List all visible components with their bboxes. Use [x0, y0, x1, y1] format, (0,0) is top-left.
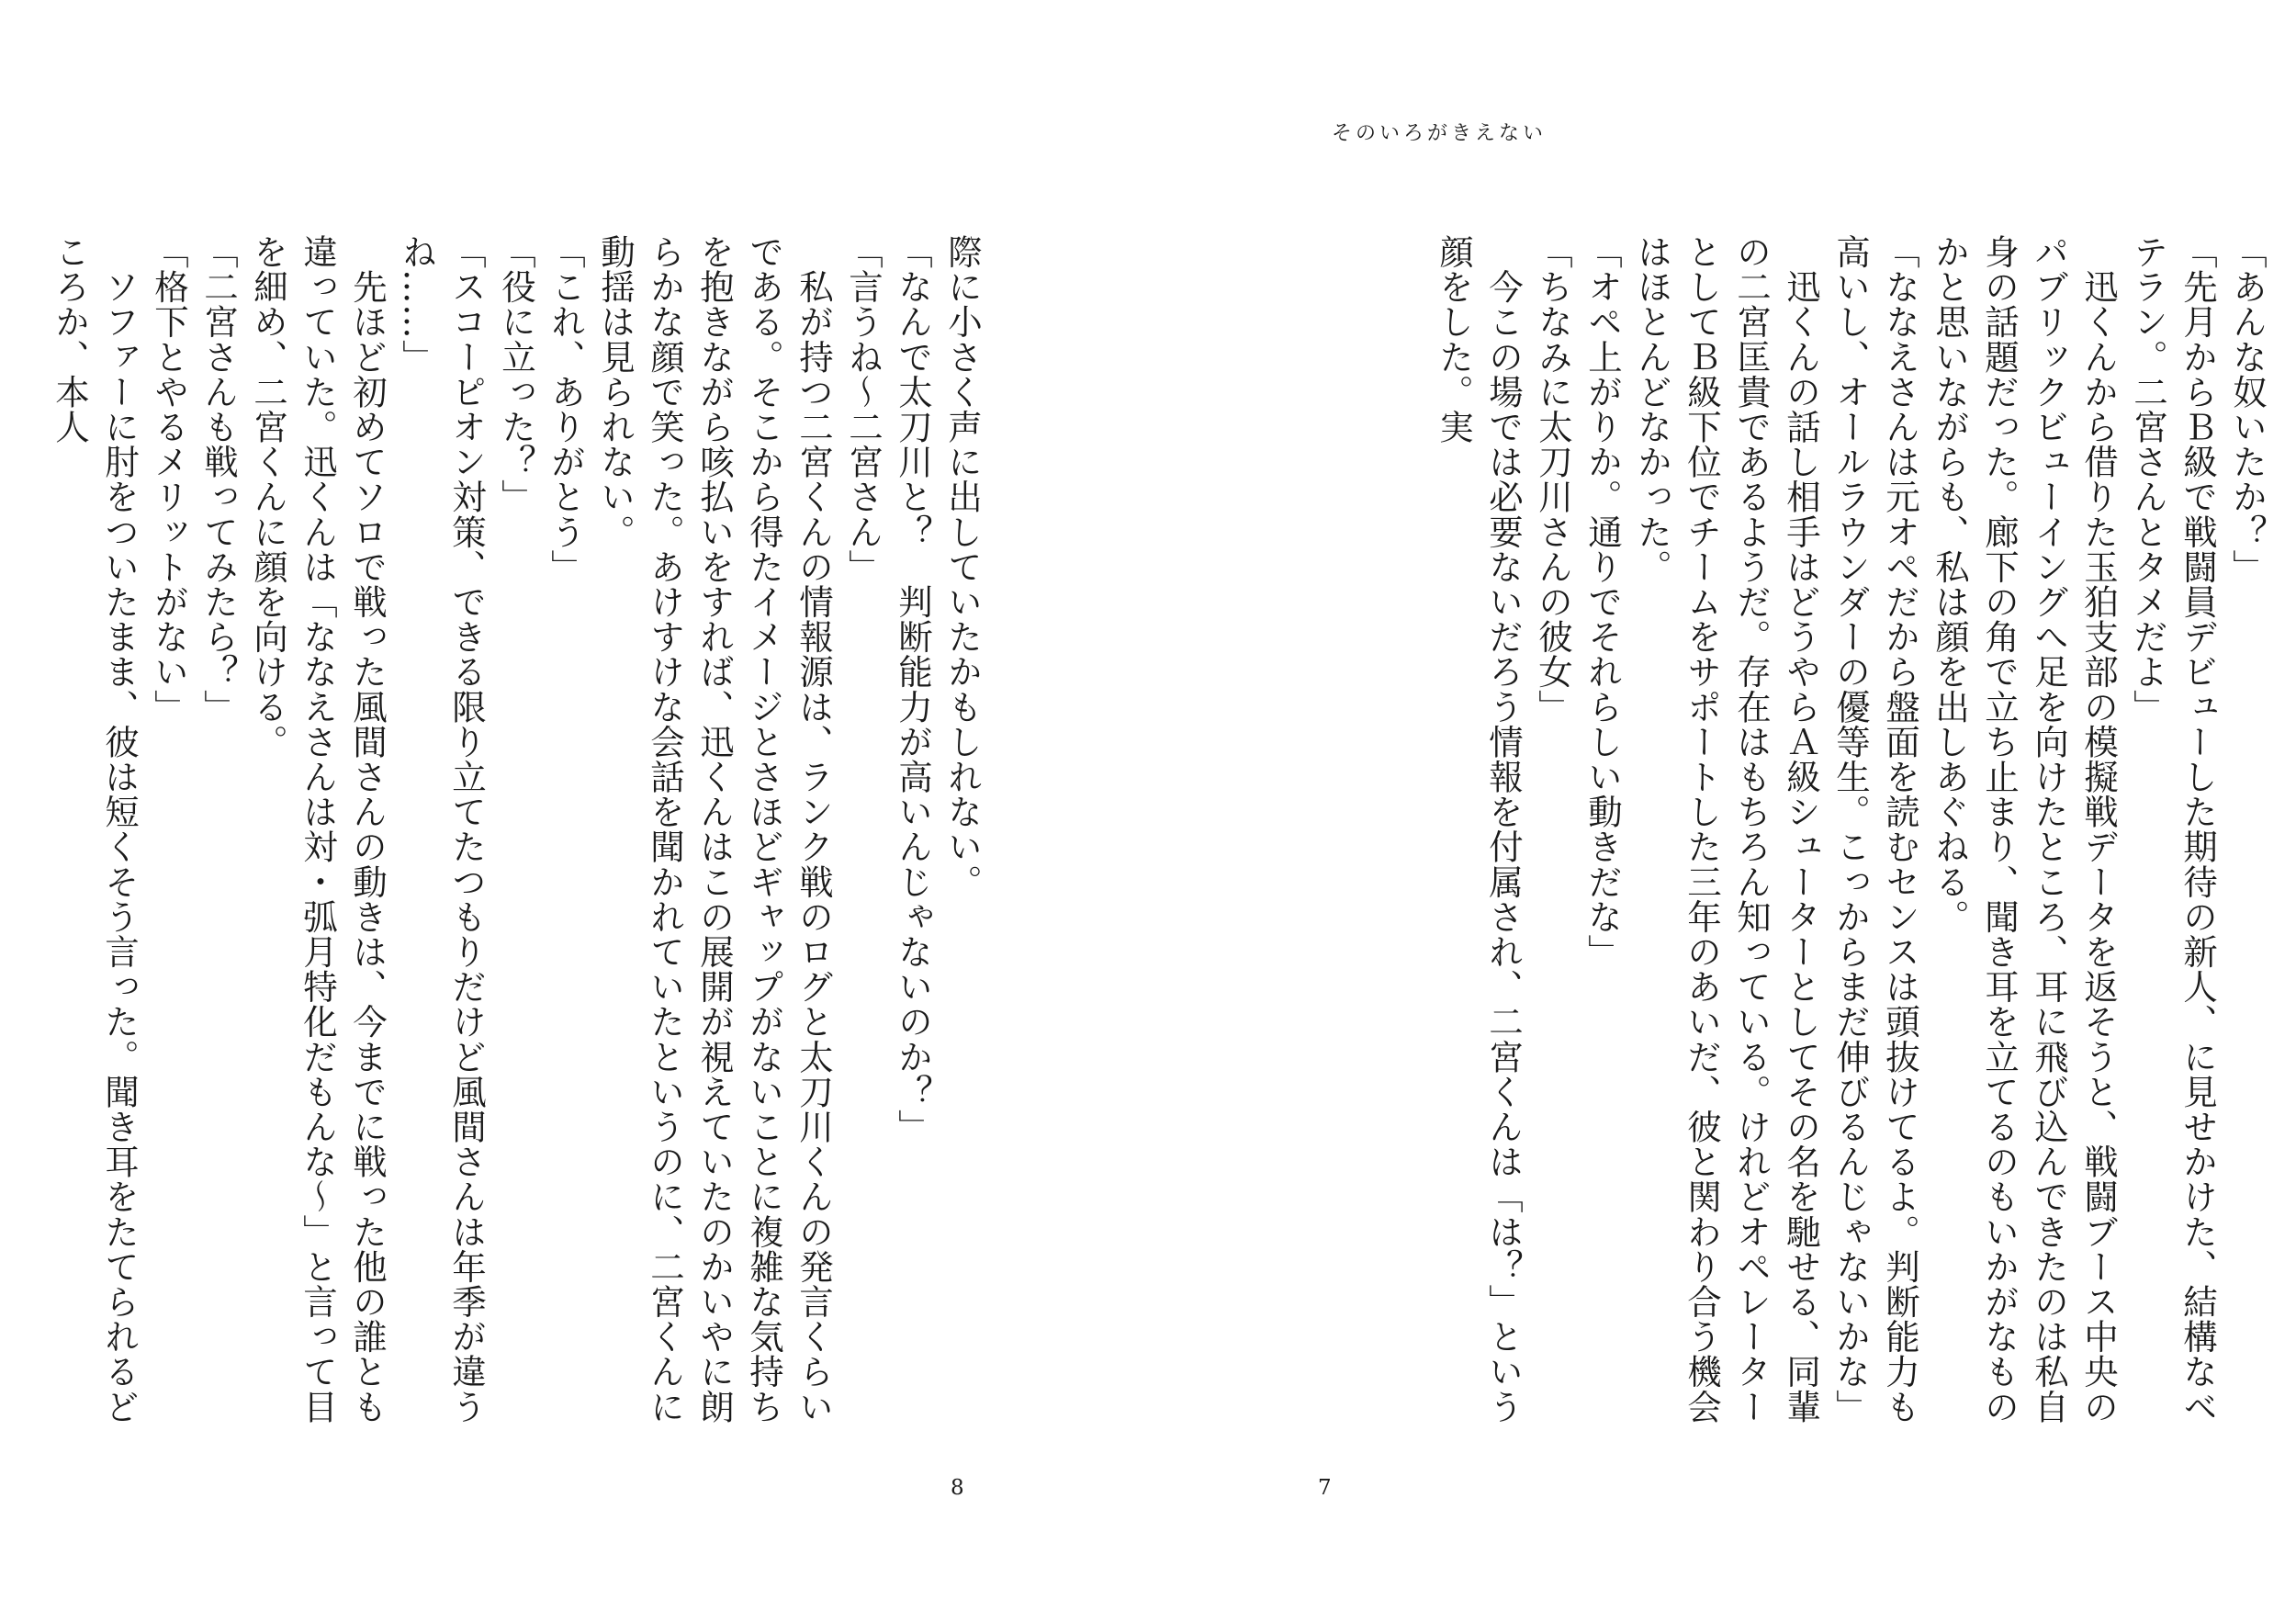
right-page [1148, 0, 2296, 1622]
paragraph: 「あんな奴いたか？」 [2227, 234, 2268, 584]
paragraph: 「先月からＢ級で戦闘員デビューした期待の新人、に見せかけた、結構なベテラン。二宮さんとタメだよ」 [2128, 234, 2218, 1425]
paragraph: 私が持つ二宮くんの情報源は、ランク戦のログと太刀川くんの発言くらいである。そこから得たイメージとさほどギャップがないことに複雑な気持ちを抱きながら咳払いをすれば、迅くんはこの展開が視えていたのかいやに朗らかな顔で笑った。あけすけな会話を聞かれていたというのに、二宮くんに動揺は見られない。 [595, 234, 834, 1425]
left-page-body [50, 234, 987, 1456]
page-number: 8 [951, 1476, 964, 1500]
paragraph: 「二宮さんも戦ってみたら？」 [198, 234, 239, 725]
paragraph: 先ほど初めてソロで戦った風間さんの動きは、今までに戦った他の誰とも違っていた。迅くんは「ななえさんは対・弧月特化だもんな〜」と言って目を細め、二宮くんに顔を向ける。 [248, 234, 388, 1425]
paragraph: 「格下とやるメリットがない」 [149, 234, 189, 725]
paragraph: 迅くんから借りた玉狛支部の模擬戦データを返そうと、戦闘ブース中央のパブリックビューイングへ足を向けたところ、耳に飛び込んできたのは私自身の話題だった。廊下の角で立ち止まり、聞き耳を立てるのもいかがなものかと思いながらも、私は顔を出しあぐねる。 [1930, 234, 2119, 1425]
paragraph: 「これ、ありがとう」 [546, 234, 586, 584]
page-number: 7 [1318, 1476, 1332, 1500]
paragraph: 「ちなみに太刀川さんの彼女」 [1533, 234, 1573, 725]
paragraph: 「なんで太刀川と？ 判断能力が高いんじゃないのか？」 [893, 234, 933, 1144]
paragraph: 「オペ上がりか。通りでそれらしい動きだな」 [1582, 234, 1623, 970]
paragraph: 「言うね〜二宮さん」 [843, 234, 884, 584]
right-page-body [1335, 234, 2272, 1456]
paragraph: 際に小さく声に出していたかもしれない。 [942, 234, 983, 899]
paragraph: 「ななえさんは元オペだから盤面を読むセンスは頭抜けてるよ。判断能力も高いし、オールラウンダーの優等生。こっからまだ伸びるんじゃないかな」 [1830, 234, 1920, 1425]
paragraph: 「スコーピオン対策、できる限り立てたつもりだけど風間さんは年季が違うね……」 [397, 234, 487, 1425]
paragraph: 「役に立った？」 [496, 234, 536, 514]
running-head: そのいろがきえない [1332, 122, 1548, 145]
paragraph: ソファーに肘をついたまま、彼は短くそう言った。聞き耳をたてられるどころか、本人 [50, 234, 140, 1425]
paragraph: 迅くんの話し相手はどうやらＡ級シューターとしてその名を馳せる、同輩の二宮匡貴であるようだ。存在はもちろん知っている。けれどオペレーターとしてＢ級下位でチームをサポートした三年のあいだ、彼と関わり合う機会はほとんどなかった。 [1632, 234, 1821, 1425]
paragraph: 今この場では必要ないだろう情報を付属され、二宮くんは「は？」という顔をした。実 [1434, 234, 1524, 1425]
